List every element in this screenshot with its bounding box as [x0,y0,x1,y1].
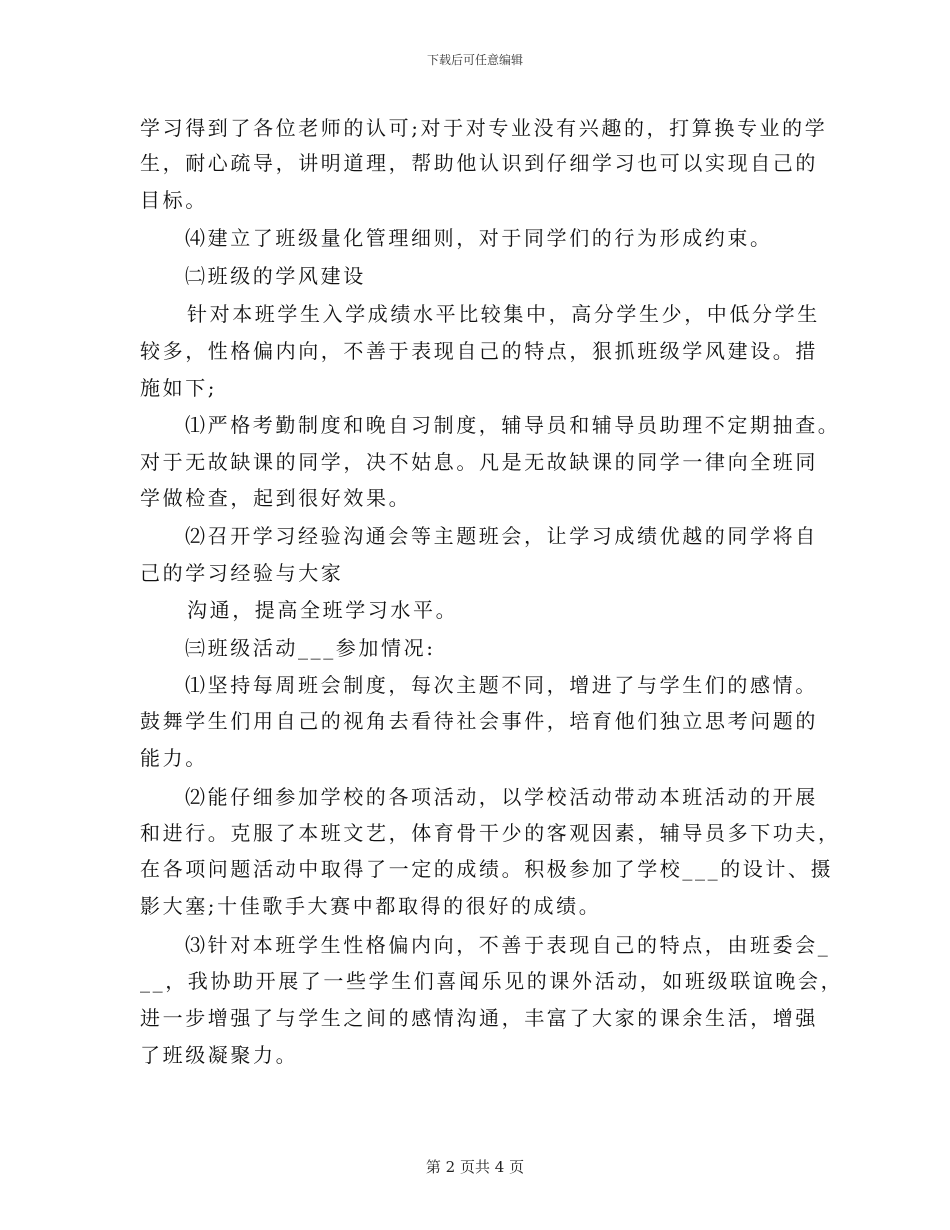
text-line: 进一步增强了与学生之间的感情沟通，丰富了大家的课余生活，增强 [140,1006,818,1030]
text-line: 施如下; [140,376,218,400]
text-line: 己的学习经验与大家 [140,561,344,585]
text-line: 了班级凝聚力。 [140,1043,299,1067]
text-line: 对于无故缺课的同学，决不姑息。凡是无故缺课的同学一律向全班同 [140,450,818,474]
text-line: 针对本班学生入学成绩水平比较集中，高分学生少，中低分学生 [187,302,820,326]
text-line: 在各项问题活动中取得了一定的成绩。积极参加了学校___的设计、摄 [140,857,834,881]
text-line: 鼓舞学生们用自己的视角去看待社会事件，培育他们独立思考问题的 [140,709,818,733]
section-heading: ㈡班级的学风建设 [185,264,366,288]
text-line: 影大塞;十佳歌手大赛中都取得的很好的成绩。 [140,894,602,918]
text-line: 学做检查，起到很好效果。 [140,486,412,510]
text-line: __，我协助开展了一些学生们喜闻乐见的课外活动，如班级联谊晚会， [140,969,844,993]
text-line: 目标。 [140,188,208,212]
page-number: 第 2 页共 4 页 [425,1158,525,1176]
section-heading: ㈢班级活动___参加情况: [185,636,436,660]
text-line: 能力。 [140,746,208,770]
text-line: ⑴严格考勤制度和晚自习制度，辅导员和辅导员助理不定期抽查。 [185,413,841,437]
text-line: ⑶针对本班学生性格偏内向，不善于表现自己的特点，由班委会_ [185,933,831,957]
page-header: 下载后可任意编辑 [426,53,523,67]
text-line: ⑷建立了班级量化管理细则，对于同学们的行为形成约束。 [185,226,773,250]
text-line: 生，耐心疏导，讲明道理，帮助他认识到仔细学习也可以实现自己的 [140,151,818,175]
text-line: ⑵能仔细参加学校的各项活动，以学校活动带动本班活动的开展 [185,785,818,809]
text-line: 沟通，提高全班学习水平。 [187,598,459,622]
text-line: ⑵召开学习经验沟通会等主题班会，让学习成绩优越的同学将自 [185,524,818,548]
text-line: 较多，性格偏内向，不善于表现自己的特点，狠抓班级学风建设。措 [140,339,818,363]
text-line: 和进行。克服了本班文艺，体育骨干少的客观因素，辅导员多下功夫， [140,821,841,845]
text-line: ⑴坚持每周班会制度，每次主题不同，增进了与学生们的感情。 [185,673,818,697]
text-line: 学习得到了各位老师的认可;对于对专业没有兴趣的，打算换专业的学 [140,116,828,140]
